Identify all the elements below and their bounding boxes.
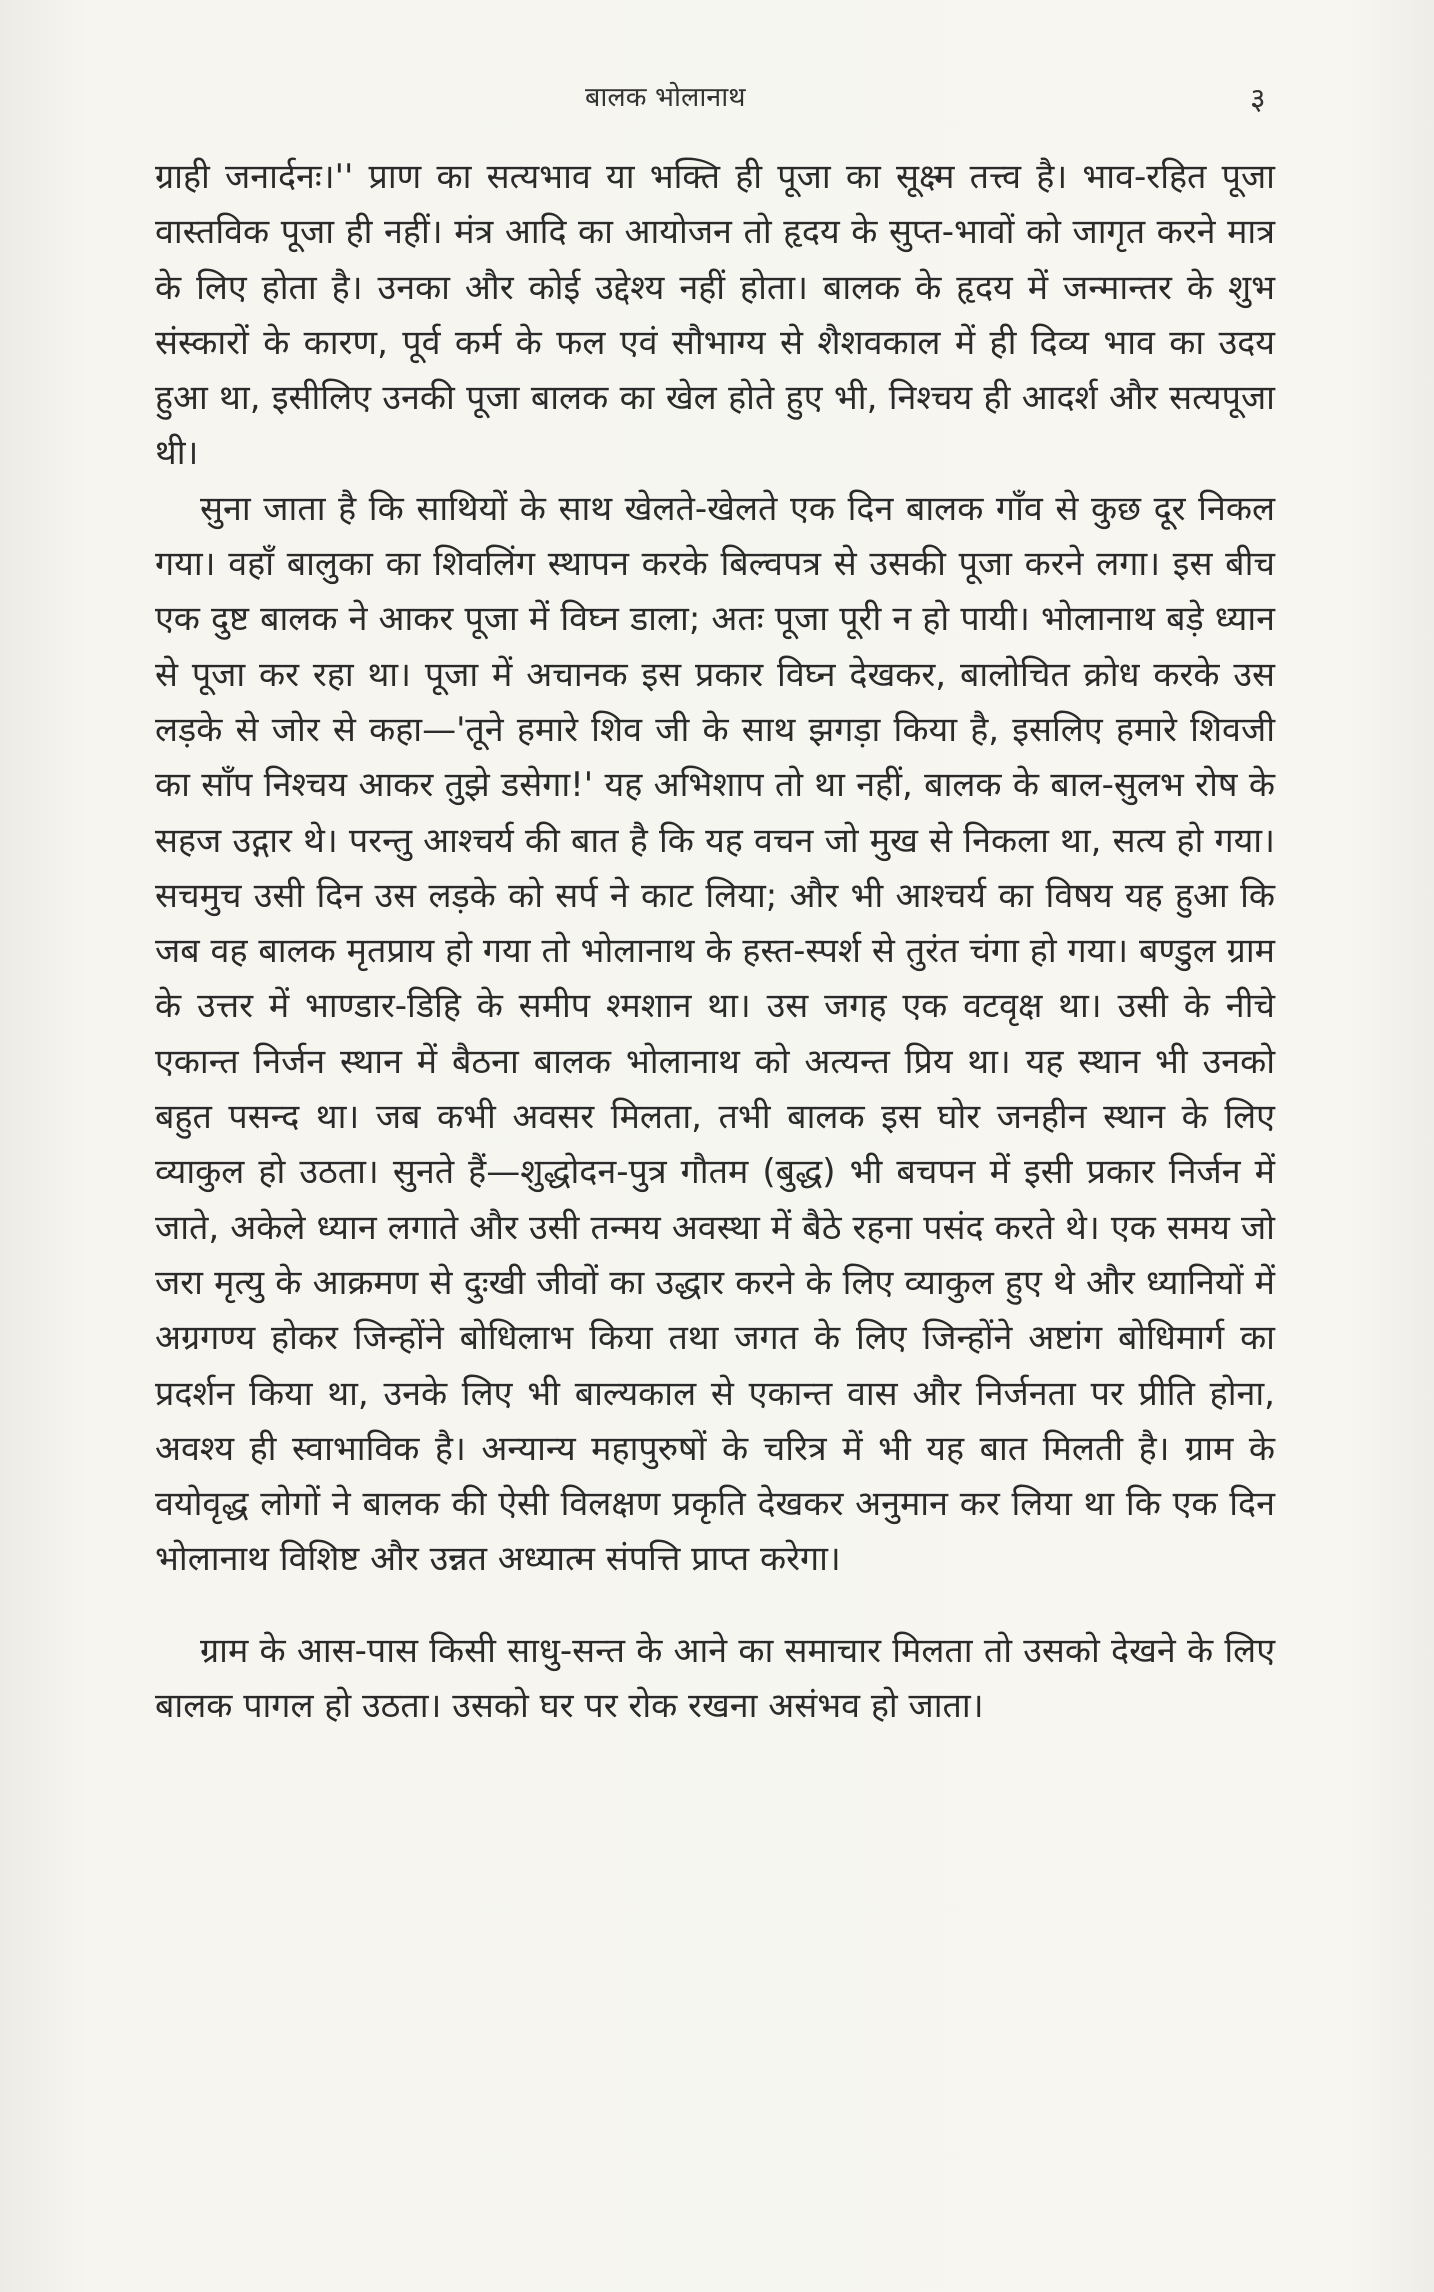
body-text (155, 150, 1275, 1734)
page-number: ३ (1250, 82, 1266, 117)
paragraph-2: सुना जाता है कि साथियों के साथ खेलते-खेलते एक दिन बालक गाँव से कुछ दूर निकल गया। वहाँ बालुका का शिवलिंग स्थापन करके बिल्वपत्र से उसकी पूजा करने लगा। इस बीच एक दुष्ट बालक ने आकर पूजा में विघ्न डाला; अतः पूजा पूरी न हो पायी। भोलानाथ बड़े ध्यान से पूजा कर रहा था। पूजा में अचानक इस प्रकार विघ्न देखकर, बालोचित क्रोध करके उस लड़के से जोर से कहा—'तूने हमारे शिव जी के साथ झगड़ा किया है, इसलिए हमारे शिवजी का साँप निश्चय आकर तुझे डसेगा!' यह अभिशाप तो था नहीं, बालक के बाल-सुलभ रोष के सहज उद्गार थे। परन्तु आश्चर्य की बात है कि यह वचन जो मुख से निकला था, सत्य हो गया। सचमुच उसी दिन उस लड़के को सर्प ने काट लिया; और भी आश्चर्य का विषय यह हुआ कि जब वह बालक मृतप्राय हो गया तो भोलानाथ के हस्त-स्पर्श से तुरंत चंगा हो गया। बण्डुल ग्राम के उत्तर में भाण्डार-डिहि के समीप श्मशान था। उस जगह एक वटवृक्ष था। उसी के नीचे एकान्त निर्जन स्थान में बैठना बालक भोलानाथ को अत्यन्त प्रिय था। यह स्थान भी उनको बहुत पसन्द था। जब कभी अवसर मिलता, तभी बालक इस घोर जनहीन स्थान के लिए व्याकुल हो उठता। सुनते हैं—शुद्धोदन-पुत्र गौतम (बुद्ध) भी बचपन में इसी प्रकार निर्जन में जाते, अकेले ध्यान लगाते और उसी तन्मय अवस्था में बैठे रहना पसंद करते थे। एक समय जो जरा मृत्यु के आक्रमण से दुःखी जीवों का उद्धार करने के लिए व्याकुल हुए थे और ध्यानियों में अग्रगण्य होकर जिन्होंने बोधिलाभ किया तथा जगत के लिए जिन्होंने अष्टांग बोधिमार्ग का प्रदर्शन किया था, उनके लिए भी बाल्यकाल से एकान्त वास और निर्जनता पर प्रीति होना, अवश्य ही स्वाभाविक है। अन्यान्य महापुरुषों के चरित्र में भी यह बात मिलती है। ग्राम के वयोवृद्ध लोगों ने बालक की ऐसी विलक्षण प्रकृति देखकर अनुमान कर लिया था कि एक दिन भोलानाथ विशिष्ट और उन्नत अध्यात्म संपत्ति प्राप्त करेगा। (155, 488, 1275, 1580)
running-head: बालक भोलानाथ (585, 82, 746, 113)
page-header (0, 78, 1434, 118)
paragraph-1: ग्राही जनार्दनः।'' प्राण का सत्यभाव या भक्ति ही पूजा का सूक्ष्म तत्त्व है। भाव-रहित पूजा वास्तविक पूजा ही नहीं। मंत्र आदि का आयोजन तो हृदय के सुप्त-भावों को जागृत करने मात्र के लिए होता है। उनका और कोई उद्देश्य नहीं होता। बालक के हृदय में जन्मान्तर के शुभ संस्कारों के कारण, पूर्व कर्म के फल एवं सौभाग्य से शैशवकाल में ही दिव्य भाव का उदय हुआ था, इसीलिए उनकी पूजा बालक का खेल होते हुए भी, निश्चय ही आदर्श और सत्यपूजा थी। (155, 157, 1275, 474)
paragraph-3: ग्राम के आस-पास किसी साधु-सन्त के आने का समाचार मिलता तो उसको देखने के लिए बालक पागल हो उठता। उसको घर पर रोक रखना असंभव हो जाता। (155, 1630, 1275, 1727)
